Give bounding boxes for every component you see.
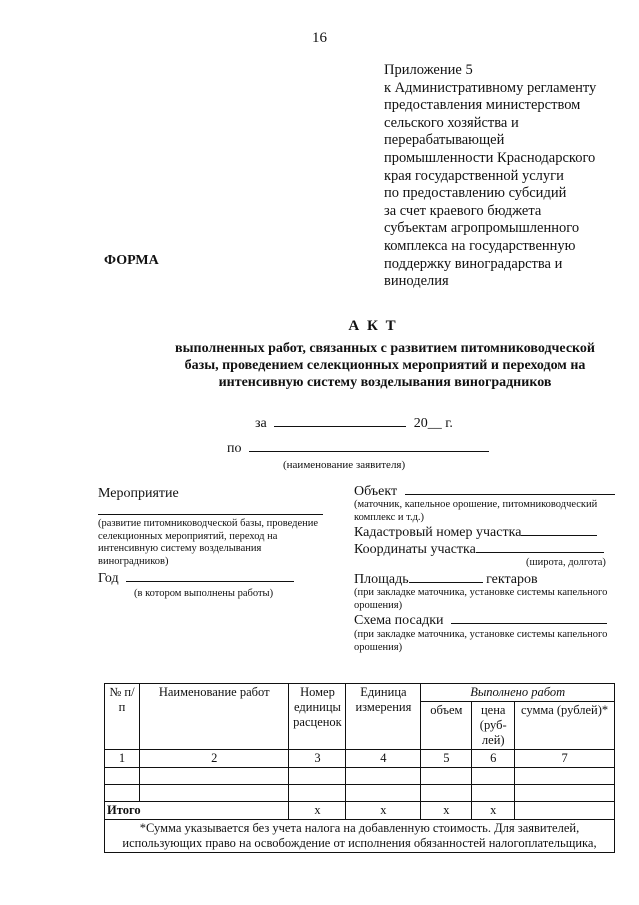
coords-label: [354, 542, 604, 558]
col-number: 6: [472, 750, 515, 768]
appendix-line: виноделия: [384, 273, 449, 290]
cadastral-label: [354, 525, 597, 541]
header-done: Выполнено работ: [421, 684, 615, 702]
header-sum: сумма (рублей)*: [515, 702, 615, 750]
period-prefix: за: [255, 416, 267, 431]
total-cell: х: [421, 802, 472, 820]
year-label: [98, 571, 294, 587]
header-num: № п/п: [105, 684, 140, 750]
scheme-note: (при закладке маточника, установке системы капельного орошения): [354, 629, 608, 653]
year-blank[interactable]: [126, 581, 294, 582]
object-label: [354, 484, 615, 500]
empty-cell[interactable]: [105, 768, 140, 785]
appendix-line: предоставления министерством: [384, 97, 581, 114]
appendix-block: [384, 62, 634, 291]
empty-cell[interactable]: [515, 768, 615, 785]
event-label: Мероприятие: [98, 486, 179, 501]
appendix-line: по предоставлению субсидий: [384, 185, 567, 202]
coords-blank[interactable]: [476, 552, 604, 553]
total-cell: х: [346, 802, 421, 820]
empty-cell[interactable]: [421, 768, 472, 785]
appendix-line: за счет краевого бюджета: [384, 202, 542, 219]
period-line: [255, 416, 453, 432]
coords-label-text: Координаты участка: [354, 542, 476, 557]
col-number: 4: [346, 750, 421, 768]
col-number: 2: [139, 750, 289, 768]
event-blank[interactable]: [98, 514, 323, 515]
appendix-line: сельского хозяйства и: [384, 114, 519, 131]
event-note: (развитие питомниководческой базы, проведение селекционных мероприятий, переход на интенсивную систему возделывания виноградников): [98, 518, 319, 567]
applicant-line: [227, 441, 489, 457]
table-footnote: *Сумма указывается без учета налога на добавленную стоимость. Для заявителей, использующих право на освобождение от исполнения обязанностей налогоплательщика,: [105, 820, 615, 853]
appendix-line: промышленности Краснодарского: [384, 149, 596, 166]
table-row: [105, 750, 615, 768]
scheme-label: [354, 613, 607, 629]
object-note: (маточник, капельное орошение, питомниководческий комплекс и т.д.): [354, 499, 598, 523]
total-cell: х: [289, 802, 346, 820]
table-row: [105, 768, 615, 785]
empty-cell[interactable]: [289, 768, 346, 785]
year-label-text: Год: [98, 571, 119, 586]
cadastral-blank[interactable]: [521, 535, 597, 536]
empty-cell[interactable]: [139, 768, 289, 785]
scheme-label-text: Схема посадки: [354, 613, 444, 628]
applicant-blank[interactable]: [249, 451, 489, 452]
col-number: 3: [289, 750, 346, 768]
empty-cell[interactable]: [289, 785, 346, 802]
header-price: цена (руб-лей): [472, 702, 515, 750]
appendix-line: к Административному регламенту: [384, 79, 597, 96]
area-label-text: Площадь: [354, 572, 409, 587]
col-number: 7: [515, 750, 615, 768]
total-row: [105, 802, 615, 820]
empty-cell[interactable]: [472, 785, 515, 802]
appendix-line: поддержку виноградарства и: [384, 255, 563, 272]
header-name: Наименование работ: [139, 684, 289, 750]
appendix-line: перерабатывающей: [384, 132, 505, 149]
area-note: (при закладке маточника, установке системы капельного орошения): [354, 587, 608, 611]
document-title: А К Т: [348, 318, 398, 334]
applicant-note: (наименование заявителя): [283, 459, 406, 471]
total-label: Итого: [105, 802, 289, 820]
object-label-text: Объект: [354, 484, 398, 499]
area-unit: гектаров: [486, 572, 538, 587]
empty-cell[interactable]: [346, 785, 421, 802]
empty-cell[interactable]: [472, 768, 515, 785]
period-year: 20__ г.: [413, 416, 453, 431]
appendix-line: комплекса на государственную: [384, 237, 576, 254]
empty-cell[interactable]: [346, 768, 421, 785]
col-number: 5: [421, 750, 472, 768]
appendix-line: субъектам агропромышленного: [384, 220, 580, 237]
empty-cell[interactable]: [421, 785, 472, 802]
applicant-prefix: по: [227, 441, 242, 456]
total-cell: х: [472, 802, 515, 820]
scheme-blank[interactable]: [451, 623, 607, 624]
header-rate: Номер единицы расценок: [289, 684, 346, 750]
table-row: [105, 785, 615, 802]
appendix-line: Приложение 5: [384, 62, 473, 78]
header-unit: Единица измерения: [346, 684, 421, 750]
area-label: [354, 572, 538, 588]
object-blank[interactable]: [405, 494, 615, 495]
cadastral-label-text: Кадастровый номер участка: [354, 525, 522, 540]
document-subtitle: выполненных работ, связанных с развитием питомниководческой базы, проведением селекционных мероприятий и переходом на интенсивную систему возделывания виноградников: [175, 341, 595, 390]
coords-note: (широта, долгота): [526, 557, 606, 568]
area-blank[interactable]: [409, 582, 483, 583]
year-note: (в котором выполнены работы): [134, 588, 274, 599]
appendix-line: края государственной услуги: [384, 167, 564, 184]
empty-cell[interactable]: [105, 785, 140, 802]
empty-cell[interactable]: [515, 785, 615, 802]
header-volume: объем: [421, 702, 472, 750]
total-sum-cell[interactable]: [515, 802, 615, 820]
col-number: 1: [105, 750, 140, 768]
works-table: [104, 683, 615, 853]
empty-cell[interactable]: [139, 785, 289, 802]
period-blank[interactable]: [274, 426, 406, 427]
page-number: 16: [312, 30, 327, 46]
form-label: ФОРМА: [104, 253, 159, 268]
